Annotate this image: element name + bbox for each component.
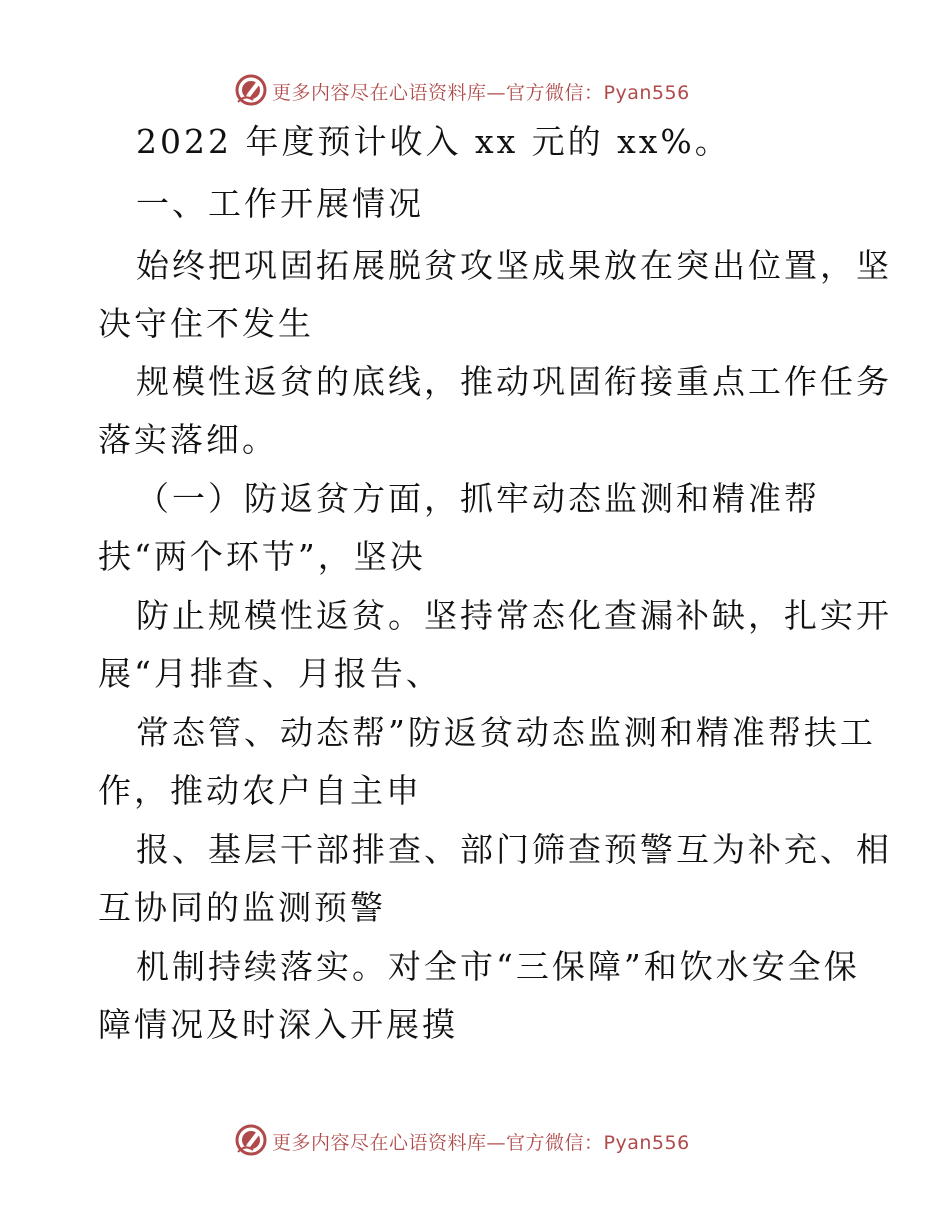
text-line: 决守住不发生 xyxy=(98,304,314,343)
pen-logo-icon xyxy=(233,1122,269,1158)
text-line: 互协同的监测预警 xyxy=(98,888,386,927)
text-line: 防止规模性返贫。坚持常态化查漏补缺，扎实开 xyxy=(136,596,892,635)
text-line: 报、基层干部排查、部门筛查预警互为补充、相 xyxy=(136,830,892,869)
watermark-wechat: Pyan556 xyxy=(603,82,690,104)
subsection-heading: （一）防返贫方面，抓牢动态监测和精准帮 xyxy=(136,479,820,518)
text-line: 障情况及时深入开展摸 xyxy=(98,1005,458,1044)
text-line: 规模性返贫的底线，推动巩固衔接重点工作任务 xyxy=(136,362,892,401)
text-line: 机制持续落实。对全市“三保障”和饮水安全保 xyxy=(136,947,860,986)
text-line: 始终把巩固拓展脱贫攻坚成果放在突出位置，坚 xyxy=(136,246,892,285)
text-line: 常态管、动态帮”防返贫动态监测和精准帮扶工 xyxy=(136,713,876,752)
text-line: 扶“两个环节”，坚决 xyxy=(98,537,426,576)
text-line: 2022 年度预计收入 xx 元的 xx%。 xyxy=(136,122,731,161)
text-line: 落实落细。 xyxy=(98,420,278,459)
watermark-wechat: Pyan556 xyxy=(603,1132,690,1154)
text-line: 展“月排查、月报告、 xyxy=(98,654,442,693)
watermark-banner-bottom xyxy=(0,1120,950,1160)
watermark-text: 更多内容尽在心语资料库—官方微信：Pyan556 xyxy=(272,82,690,104)
pen-logo-icon xyxy=(233,72,269,108)
text-line: 作，推动农户自主申 xyxy=(98,771,422,810)
watermark-text: 更多内容尽在心语资料库—官方微信：Pyan556 xyxy=(272,1132,690,1154)
watermark-banner-top xyxy=(0,70,950,110)
section-heading: 一、工作开展情况 xyxy=(136,184,424,223)
